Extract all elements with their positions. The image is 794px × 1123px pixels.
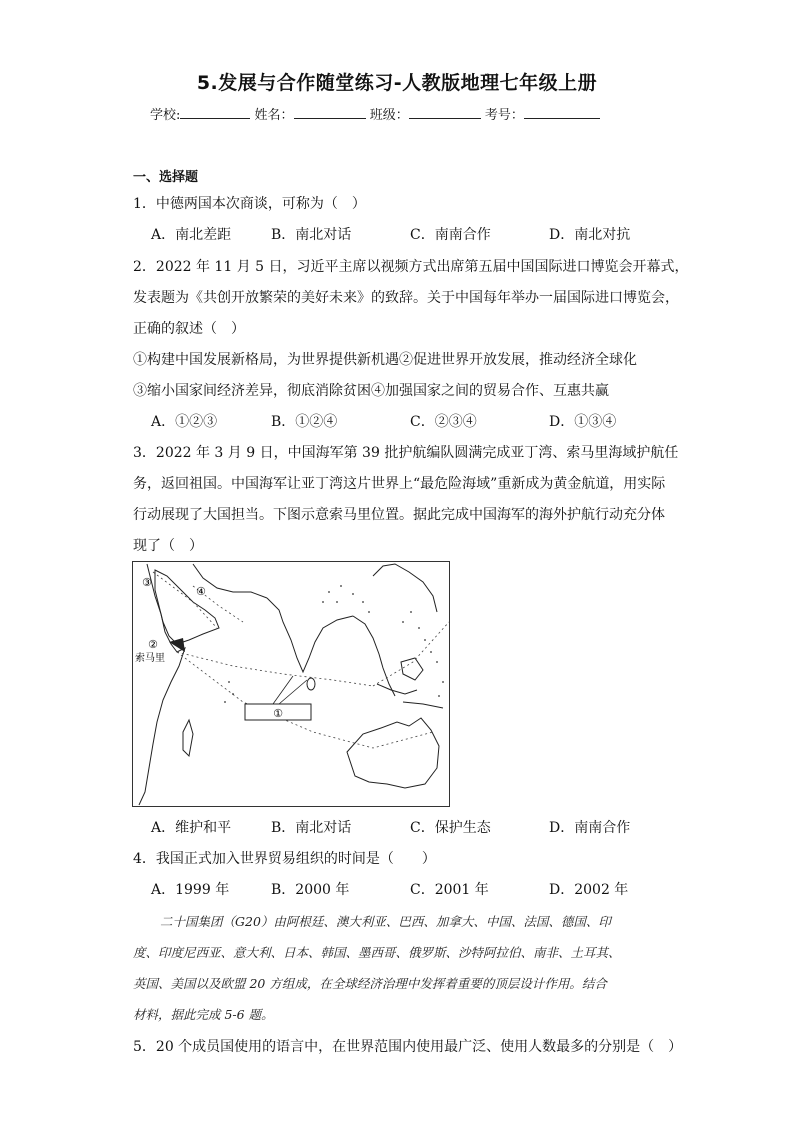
section-heading: 一、选择题 [133,170,199,185]
java [403,702,443,708]
question-3-line: 3．2022 年 3 月 9 日，中国海军第 39 批护航编队圆满完成亚丁湾、索马里海域护航任 [133,445,679,461]
marker-4: ④ [196,585,206,598]
q2-statement: ①构建中国发展新格局，为世界提供新机遇②促进世界开放发展，推动经济全球化 [133,352,637,368]
somalia-label: 索马里 [135,653,165,664]
question-2-line: 2．2022 年 11 月 5 日，习近平主席以视频方式出席第五届中国国际进口博览会开幕式， [133,259,689,275]
page-title: 5.发展与合作随堂练习-人教版地理七年级上册 [196,72,598,94]
q4-option-d[interactable]: D．2002 年 [549,882,629,898]
question-4-stem: 4．我国正式加入世界贸易组织的时间是（ ） [133,851,436,867]
student-info-line [150,104,600,123]
number-label: 考号： [484,108,524,123]
number-blank[interactable] [524,106,600,119]
africa-coastline [139,564,185,805]
question-2-line: 正确的叙述（ ） [133,321,245,337]
q2-option-a[interactable]: A．①②③ [151,414,218,430]
class-label: 班级： [369,108,409,123]
q2-statement: ③缩小国家间经济差异，彻底消除贫困④加强国家之间的贸易合作、互惠共赢 [133,383,609,399]
marker-3: ③ [142,576,152,589]
material-line: 二十国集团（G20）由阿根廷、澳大利亚、巴西、加拿大、中国、法国、德国、印 [160,914,611,929]
class-blank[interactable] [409,106,481,119]
q3-option-c[interactable]: C．保护生态 [410,820,491,836]
material-line: 材料，据此完成 5-6 题。 [133,1007,274,1022]
question-1-stem: 1．中德两国本次商谈，可称为（ ） [133,196,366,212]
route-line [177,652,373,686]
q2-option-d[interactable]: D．①③④ [549,414,617,430]
name-blank[interactable] [294,106,366,119]
q3-option-b[interactable]: B．南北对话 [271,820,352,836]
question-3-line: 现了（ ） [133,538,203,554]
somalia-location-map [132,561,450,807]
marker-1: ① [273,707,283,720]
material-line: 度、印度尼西亚、意大利、日本、韩国、墨西哥、俄罗斯、沙特阿拉伯、南非、土耳其、 [133,945,621,960]
name-label: 姓名： [254,108,294,123]
india-coast [267,598,353,672]
q1-option-d[interactable]: D．南北对抗 [549,227,631,243]
question-2-line: 发表题为《共创开放繁荣的美好未来》的致辞。关于中国每年举办一届国际进口博览会， [133,290,679,306]
question-3-line: 行动展现了大国担当。下图示意索马里位置。据此完成中国海军的海外护航行动充分体 [133,507,665,523]
china-coast [373,564,437,612]
q3-option-a[interactable]: A．维护和平 [151,820,232,836]
school-blank[interactable] [180,106,250,119]
q1-option-b[interactable]: B．南北对话 [271,227,352,243]
q4-option-c[interactable]: C．2001 年 [410,882,489,898]
q2-option-b[interactable]: B．①②④ [271,414,338,430]
sumatra [377,684,417,694]
pointer-line [273,676,293,704]
borneo [401,658,423,680]
route-line [373,622,449,686]
q1-option-a[interactable]: A．南北差距 [151,227,232,243]
material-line: 英国、美国以及欧盟 20 方组成，在全球经济治理中发挥着重要的顶层设计作用。结合 [133,976,607,991]
question-5-stem: 5．20 个成员国使用的语言中，在世界范围内使用最广泛、使用人数最多的分别是（ ） [133,1039,683,1055]
arabian-peninsula [155,570,219,644]
madagascar [183,720,193,756]
sri-lanka [307,678,315,690]
school-label: 学校: [150,108,181,123]
marker-2: ② [148,638,158,651]
map-drawing [133,562,449,806]
q1-option-c[interactable]: C．南南合作 [410,227,491,243]
pointer-line [279,680,307,704]
q2-option-c[interactable]: C．②③④ [410,414,477,430]
q3-option-d[interactable]: D．南南合作 [549,820,631,836]
q4-option-b[interactable]: B．2000 年 [271,882,350,898]
question-3-line: 务，返回祖国。中国海军让亚丁湾这片世界上“最危险海域”重新成为黄金航道，用实际 [133,476,666,492]
australia [347,718,439,788]
q4-option-a[interactable]: A．1999 年 [151,882,230,898]
